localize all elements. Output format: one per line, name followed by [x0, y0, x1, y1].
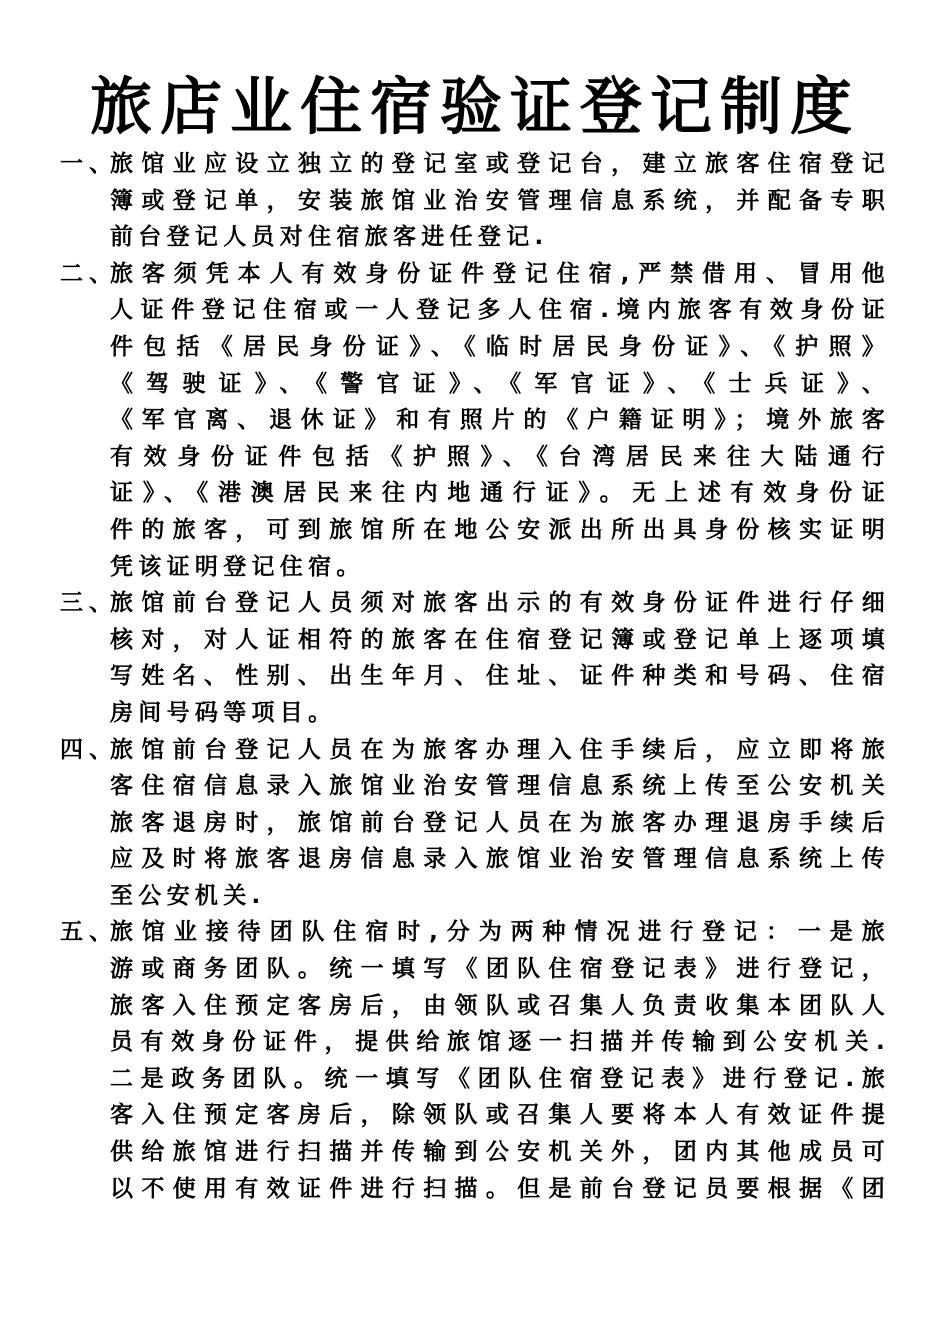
text-line: 旅客退房时，旅馆前台登记人员在为旅客办理退房手续后 — [110, 809, 890, 836]
item-text — [110, 732, 890, 915]
text-line: 至公安机关. — [110, 882, 266, 909]
item-number: 一、 — [60, 151, 118, 177]
text-line: 《军官离、退休证》和有照片的《户籍证明》；境外旅客 — [110, 407, 890, 434]
regulation-item-1 — [60, 146, 890, 256]
text-line: 应及时将旅客退房信息录入旅馆业治安管理信息系统上传 — [110, 846, 890, 873]
text-line: 旅馆前台登记人员在为旅客办理入住手续后，应立即将旅 — [110, 736, 890, 763]
text-line: 游或商务团队。统一填写《团队住宿登记表》进行登记， — [110, 956, 890, 983]
item-number: 三、 — [60, 590, 118, 617]
text-line: 旅馆业接待团队住宿时,分为两种情况进行登记：一是旅 — [110, 919, 890, 946]
text-line: 员有效身份证件，提供给旅馆逐一扫描并传输到公安机关. — [110, 1029, 890, 1056]
text-line: 客入住预定客房后，除领队或召集人要将本人有效证件提 — [110, 1102, 890, 1129]
item-text — [110, 585, 890, 731]
text-line: 核对，对人证相符的旅客在住宿登记簿或登记单上逐项填 — [110, 626, 890, 653]
text-line: 有效身份证件包括《护照》、《台湾居民来往大陆通行 — [110, 443, 890, 470]
item-text — [110, 256, 890, 585]
text-line: 件的旅客，可到旅馆所在地公安派出所出具身份核实证明 — [110, 516, 890, 543]
regulation-item-5 — [60, 914, 890, 1207]
text-line: 旅馆前台登记人员须对旅客出示的有效身份证件进行仔细 — [110, 590, 890, 617]
text-line: 簿或登记单，安装旅馆业治安管理信息系统，并配备专职 — [110, 187, 890, 214]
item-number: 五、 — [60, 919, 118, 946]
item-number: 二、 — [60, 260, 118, 287]
regulation-item-2 — [60, 256, 890, 585]
text-line: 旅客须凭本人有效身份证件登记住宿,严禁借用、冒用他 — [110, 260, 890, 287]
text-line: 件包括《居民身份证》、《临时居民身份证》、《护照》 — [110, 333, 890, 360]
text-line: 证》、《港澳居民来往内地通行证》。无上述有效身份证 — [110, 480, 890, 507]
text-line: 人证件登记住宿或一人登记多人住宿.境内旅客有效身份证 — [110, 297, 890, 324]
text-line: 以不使用有效证件进行扫描。但是前台登记员要根据《团 — [110, 1175, 890, 1202]
item-text — [110, 914, 890, 1207]
text-line: 旅馆业应设立独立的登记室或登记台，建立旅客住宿登记 — [110, 151, 890, 177]
text-line: 前台登记人员对住宿旅客进任登记. — [110, 224, 549, 251]
regulation-list — [60, 146, 890, 1207]
text-line: 房间号码等项目。 — [110, 699, 337, 726]
text-line: 供给旅馆进行扫描并传输到公安机关外，团内其他成员可 — [110, 1139, 890, 1166]
text-line: 二是政务团队。统一填写《团队住宿登记表》进行登记.旅 — [110, 1065, 890, 1092]
item-text — [110, 146, 890, 256]
text-line: 写姓名、性别、出生年月、住址、证件种类和号码、住宿 — [110, 663, 890, 690]
regulation-item-4 — [60, 732, 890, 915]
item-number: 四、 — [60, 736, 118, 763]
text-line: 客住宿信息录入旅馆业治安管理信息系统上传至公安机关 — [110, 773, 890, 800]
document-title: 旅店业住宿验证登记制度 — [89, 70, 860, 143]
text-line: 《驾驶证》、《警官证》、《军官证》、《士兵证》、 — [110, 370, 890, 397]
text-line: 旅客入住预定客房后，由领队或召集人负责收集本团队人 — [110, 992, 890, 1019]
regulation-item-3 — [60, 585, 890, 731]
text-line: 凭该证明登记住宿。 — [110, 553, 365, 580]
